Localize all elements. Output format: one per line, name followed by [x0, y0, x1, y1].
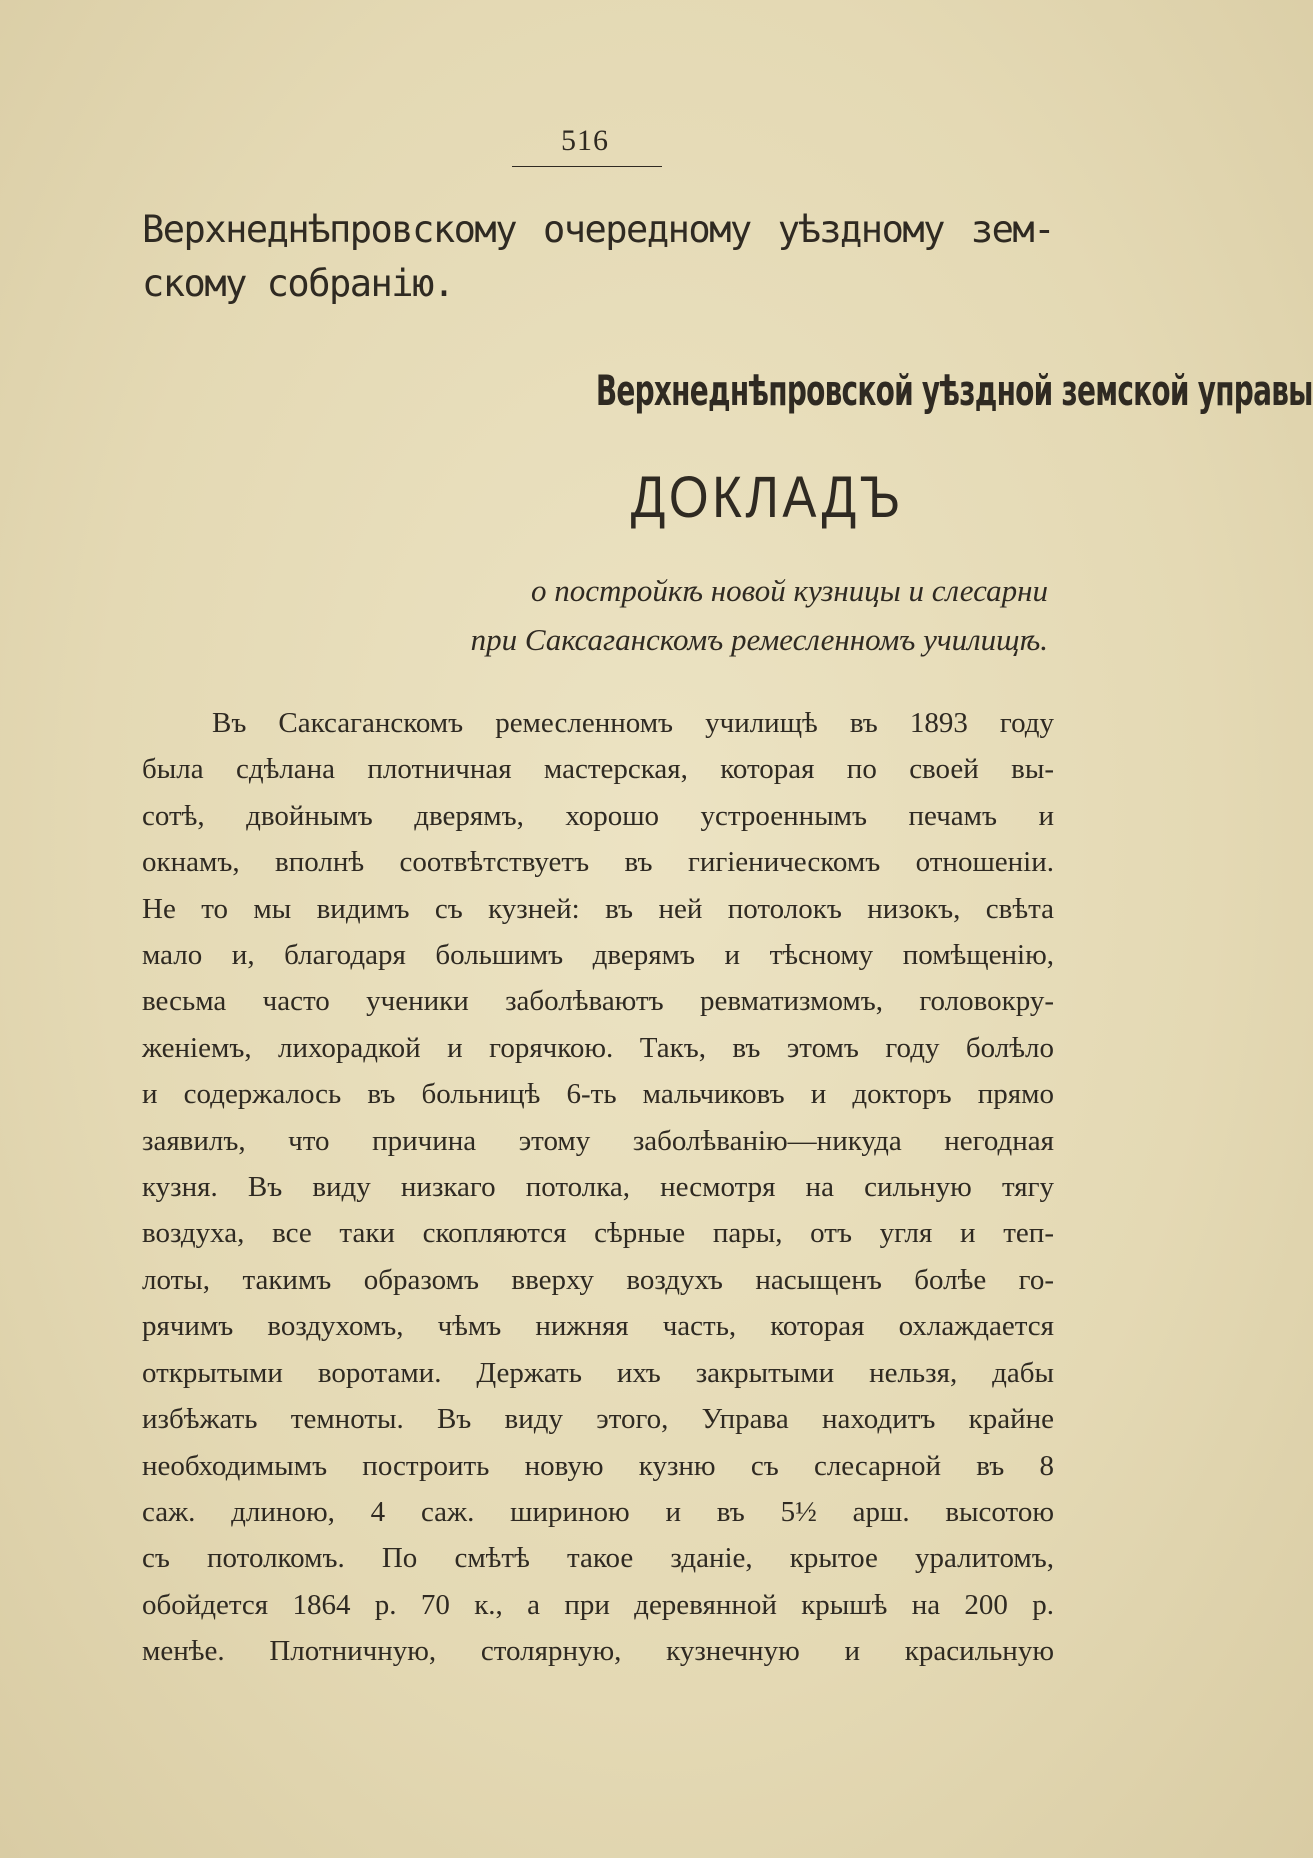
- body-line: заявилъ, что причина этому заболѣванію—никуда негодная: [142, 1124, 1054, 1157]
- subtitle-line-2: при Саксаганскомъ ремесленномъ училищѣ.: [470, 622, 1048, 657]
- address-line-2: скому собранію.: [142, 262, 454, 305]
- body-line: Въ Саксаганскомъ ремесленномъ училищѣ въ 1893 году: [212, 707, 1054, 739]
- address-block: [142, 203, 1054, 311]
- body-line: кузня. Въ виду низкаго потолка, несмотря на сильную тягу: [142, 1171, 1054, 1204]
- body-line: избѣжать темноты. Въ виду этого, Управа находитъ крайне: [142, 1403, 1054, 1436]
- report-subtitle: [300, 566, 1048, 664]
- body-line: окнамъ, вполнѣ соотвѣтствуетъ въ гигіеническомъ отношеніи.: [142, 846, 1054, 879]
- body-line: воздуха, все таки скопляются сѣрные пары, отъ угля и теп-: [142, 1217, 1054, 1250]
- body-line: и содержалось въ больницѣ 6-ть мальчиковъ и докторъ прямо: [142, 1078, 1054, 1111]
- body-line: женіемъ, лихорадкой и горячкою. Такъ, въ этомъ году болѣло: [142, 1031, 1054, 1064]
- body-line: съ потолкомъ. По смѣтѣ такое зданіе, крытое уралитомъ,: [142, 1542, 1054, 1575]
- body-line: необходимымъ построить новую кузню съ слесарной въ 8: [142, 1449, 1054, 1482]
- page-number-rule: [512, 166, 662, 167]
- board-heading: Верхнеднѣпровской уѣздной земской управы: [595, 366, 1313, 415]
- page-number: 516: [561, 124, 609, 157]
- body-line: саж. длиною, 4 саж. шириною и въ 5½ арш. высотою: [142, 1495, 1054, 1528]
- report-title: ДОКЛАДЪ: [630, 465, 904, 530]
- body-text: [142, 700, 1054, 1675]
- body-line: была сдѣлана плотничная мастерская, которая по своей вы-: [142, 753, 1054, 786]
- body-line: рячимъ воздухомъ, чѣмъ нижняя часть, которая охлаждается: [142, 1310, 1054, 1343]
- body-line: обойдется 1864 р. 70 к., а при деревянной крышѣ на 200 р.: [142, 1588, 1054, 1621]
- body-line: Не то мы видимъ съ кузней: въ ней потолокъ низокъ, свѣта: [142, 892, 1054, 925]
- body-line: мало и, благодаря большимъ дверямъ и тѣсному помѣщенію,: [142, 939, 1054, 972]
- body-line: открытыми воротами. Держать ихъ закрытыми нельзя, дабы: [142, 1356, 1054, 1389]
- body-line: лоты, такимъ образомъ вверху воздухъ насыщенъ болѣе го-: [142, 1263, 1054, 1296]
- subtitle-line-1: о постройкѣ новой кузницы и слесарни: [530, 573, 1048, 608]
- body-line: сотѣ, двойнымъ дверямъ, хорошо устроеннымъ печамъ и: [142, 799, 1054, 832]
- body-line: менѣе. Плотничную, столярную, кузнечную и красильную: [142, 1635, 1054, 1668]
- body-line: весьма часто ученики заболѣваютъ ревматизмомъ, головокру-: [142, 985, 1054, 1018]
- address-line-1: Верхнеднѣпровскому очередному уѣздному зем-: [142, 208, 1054, 251]
